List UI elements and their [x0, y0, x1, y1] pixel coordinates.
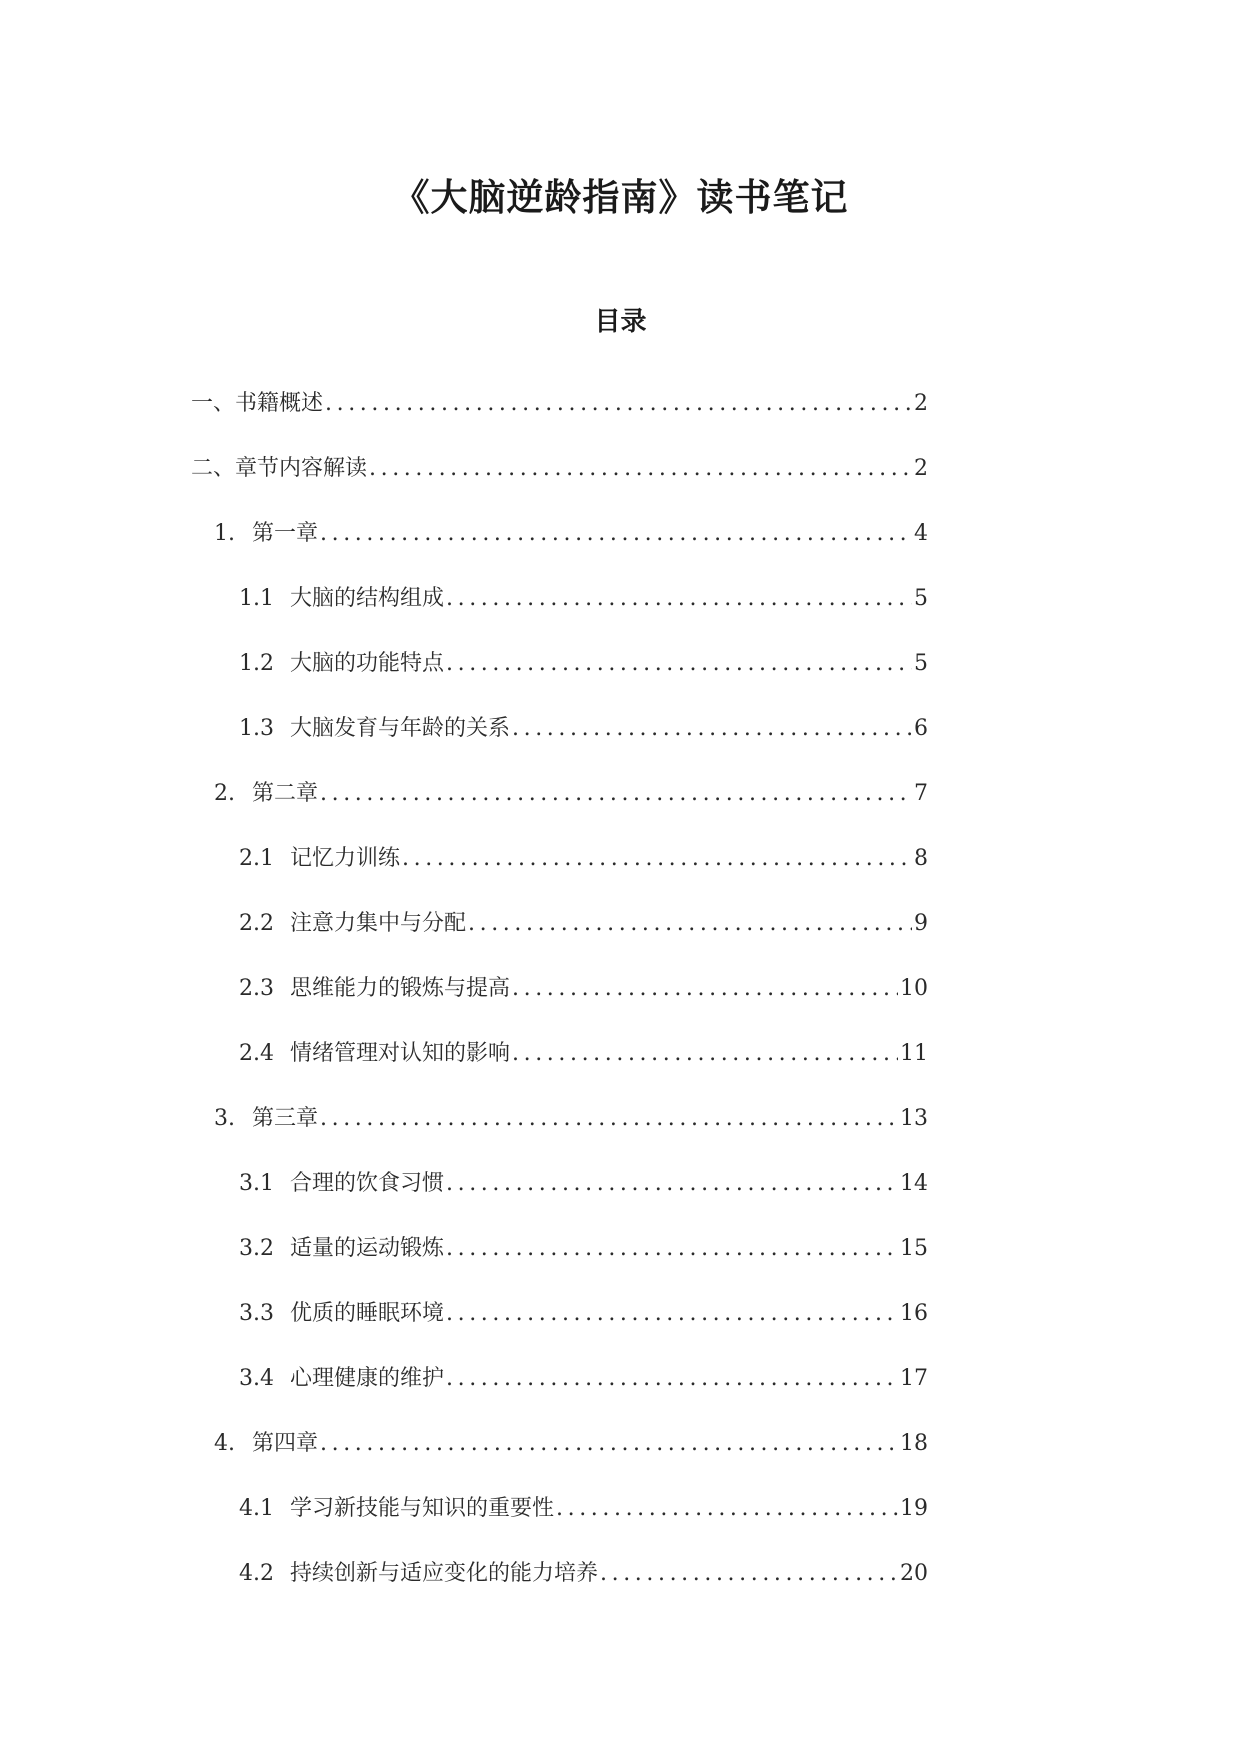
toc-entry-number: 二、 [191, 456, 236, 481]
toc-entry[interactable] [239, 1165, 928, 1199]
toc-dot-leader [446, 1169, 898, 1199]
toc-dot-leader [325, 389, 912, 419]
toc-entry-number: 一、 [191, 391, 236, 416]
toc-entry-number: 3.2 [239, 1236, 274, 1261]
toc-entry[interactable] [239, 1360, 928, 1394]
toc-dot-leader [446, 649, 912, 679]
toc-dot-leader [446, 1364, 898, 1394]
document-title: 《大脑逆龄指南》读书笔记 [392, 175, 849, 219]
toc-entry-page: 11 [900, 1041, 928, 1066]
toc-entry[interactable] [239, 840, 928, 874]
toc-entry-page: 2 [914, 456, 928, 481]
toc-entry-page: 5 [914, 586, 928, 611]
toc-entry-page: 7 [914, 781, 928, 806]
toc-entry-label: 大脑发育与年龄的关系 [290, 716, 511, 741]
toc-entry-page: 4 [914, 521, 928, 546]
toc-entry-number: 2.2 [239, 911, 274, 936]
toc-entry-number: 1.3 [239, 716, 274, 741]
toc-entry-label: 学习新技能与知识的重要性 [290, 1496, 555, 1521]
toc-dot-leader [446, 1299, 898, 1329]
toc-entry-page: 9 [914, 911, 928, 936]
toc-dot-leader [468, 909, 912, 939]
toc-entry-page: 16 [900, 1301, 928, 1326]
toc-entry-label: 第三章 [252, 1106, 319, 1131]
toc-dot-leader [512, 1039, 898, 1069]
toc-entry-number: 1.1 [239, 586, 274, 611]
toc-entry-label: 优质的睡眠环境 [290, 1301, 445, 1326]
toc-entry[interactable] [191, 385, 928, 419]
toc-entry-page: 2 [914, 391, 928, 416]
toc-entry-label: 第四章 [252, 1431, 319, 1456]
toc-entry-page: 8 [914, 846, 928, 871]
toc-entry[interactable] [214, 1425, 928, 1459]
toc-entry[interactable] [239, 970, 928, 1004]
toc-entry[interactable] [239, 1295, 928, 1329]
toc-dot-leader [320, 519, 912, 549]
toc-entry[interactable] [239, 1035, 928, 1069]
toc-entry-label: 大脑的功能特点 [290, 651, 445, 676]
toc-entry-label: 书籍概述 [235, 391, 324, 416]
toc-entry-label: 记忆力训练 [290, 846, 401, 871]
toc-entry-number: 2.4 [239, 1041, 274, 1066]
toc-entry-number: 4.2 [239, 1561, 274, 1586]
toc-entry[interactable] [239, 580, 928, 614]
toc-entry-page: 20 [900, 1561, 928, 1586]
toc-entry-label: 第二章 [252, 781, 319, 806]
toc-dot-leader [556, 1494, 898, 1524]
toc-entry-label: 大脑的结构组成 [290, 586, 445, 611]
toc-dot-leader [446, 584, 912, 614]
toc-entry[interactable] [239, 1230, 928, 1264]
toc-entry-number: 3. [214, 1106, 235, 1131]
toc-entry-page: 19 [900, 1496, 928, 1521]
toc-entry-number: 2.3 [239, 976, 274, 1001]
toc-entry-page: 14 [900, 1171, 928, 1196]
toc-dot-leader [320, 1429, 898, 1459]
toc-entry-label: 持续创新与适应变化的能力培养 [290, 1561, 599, 1586]
toc-entry[interactable] [191, 450, 928, 484]
toc-entry-page: 17 [900, 1366, 928, 1391]
toc-entry[interactable] [239, 710, 928, 744]
toc-entry-label: 思维能力的锻炼与提高 [290, 976, 511, 1001]
toc-entry-page: 6 [914, 716, 928, 741]
toc-dot-leader [600, 1559, 898, 1589]
toc-entry-number: 1. [214, 521, 235, 546]
toc-entry-label: 注意力集中与分配 [290, 911, 467, 936]
toc-entry[interactable] [214, 775, 928, 809]
toc-entry[interactable] [239, 905, 928, 939]
toc-entry[interactable] [214, 515, 928, 549]
toc-dot-leader [320, 1104, 898, 1134]
toc-entry-label: 第一章 [252, 521, 319, 546]
toc-entry-page: 13 [900, 1106, 928, 1131]
toc-entry[interactable] [239, 1490, 928, 1524]
toc-entry[interactable] [214, 1100, 928, 1134]
toc-entry-page: 10 [900, 976, 928, 1001]
toc-entry-label: 情绪管理对认知的影响 [290, 1041, 511, 1066]
toc-entry-number: 3.1 [239, 1171, 274, 1196]
toc-entry-number: 4.1 [239, 1496, 274, 1521]
toc-heading: 目录 [594, 306, 647, 337]
toc-entry-label: 适量的运动锻炼 [290, 1236, 445, 1261]
toc-dot-leader [320, 779, 912, 809]
toc-entry[interactable] [239, 1555, 928, 1589]
toc-entry-label: 心理健康的维护 [290, 1366, 445, 1391]
toc-dot-leader [369, 454, 912, 484]
toc-entry-number: 2.1 [239, 846, 274, 871]
toc-entry-page: 15 [900, 1236, 928, 1261]
toc-dot-leader [512, 974, 898, 1004]
toc-dot-leader [512, 714, 912, 744]
toc-entry-number: 4. [214, 1431, 235, 1456]
toc-entry[interactable] [239, 645, 928, 679]
toc-entry-number: 3.4 [239, 1366, 274, 1391]
toc-entry-page: 5 [914, 651, 928, 676]
toc-dot-leader [402, 844, 912, 874]
toc-entry-number: 1.2 [239, 651, 274, 676]
toc-entry-label: 合理的饮食习惯 [290, 1171, 445, 1196]
toc-entry-label: 章节内容解读 [235, 456, 368, 481]
toc-entry-number: 2. [214, 781, 235, 806]
toc-entry-number: 3.3 [239, 1301, 274, 1326]
toc-dot-leader [446, 1234, 898, 1264]
toc-entry-page: 18 [900, 1431, 928, 1456]
